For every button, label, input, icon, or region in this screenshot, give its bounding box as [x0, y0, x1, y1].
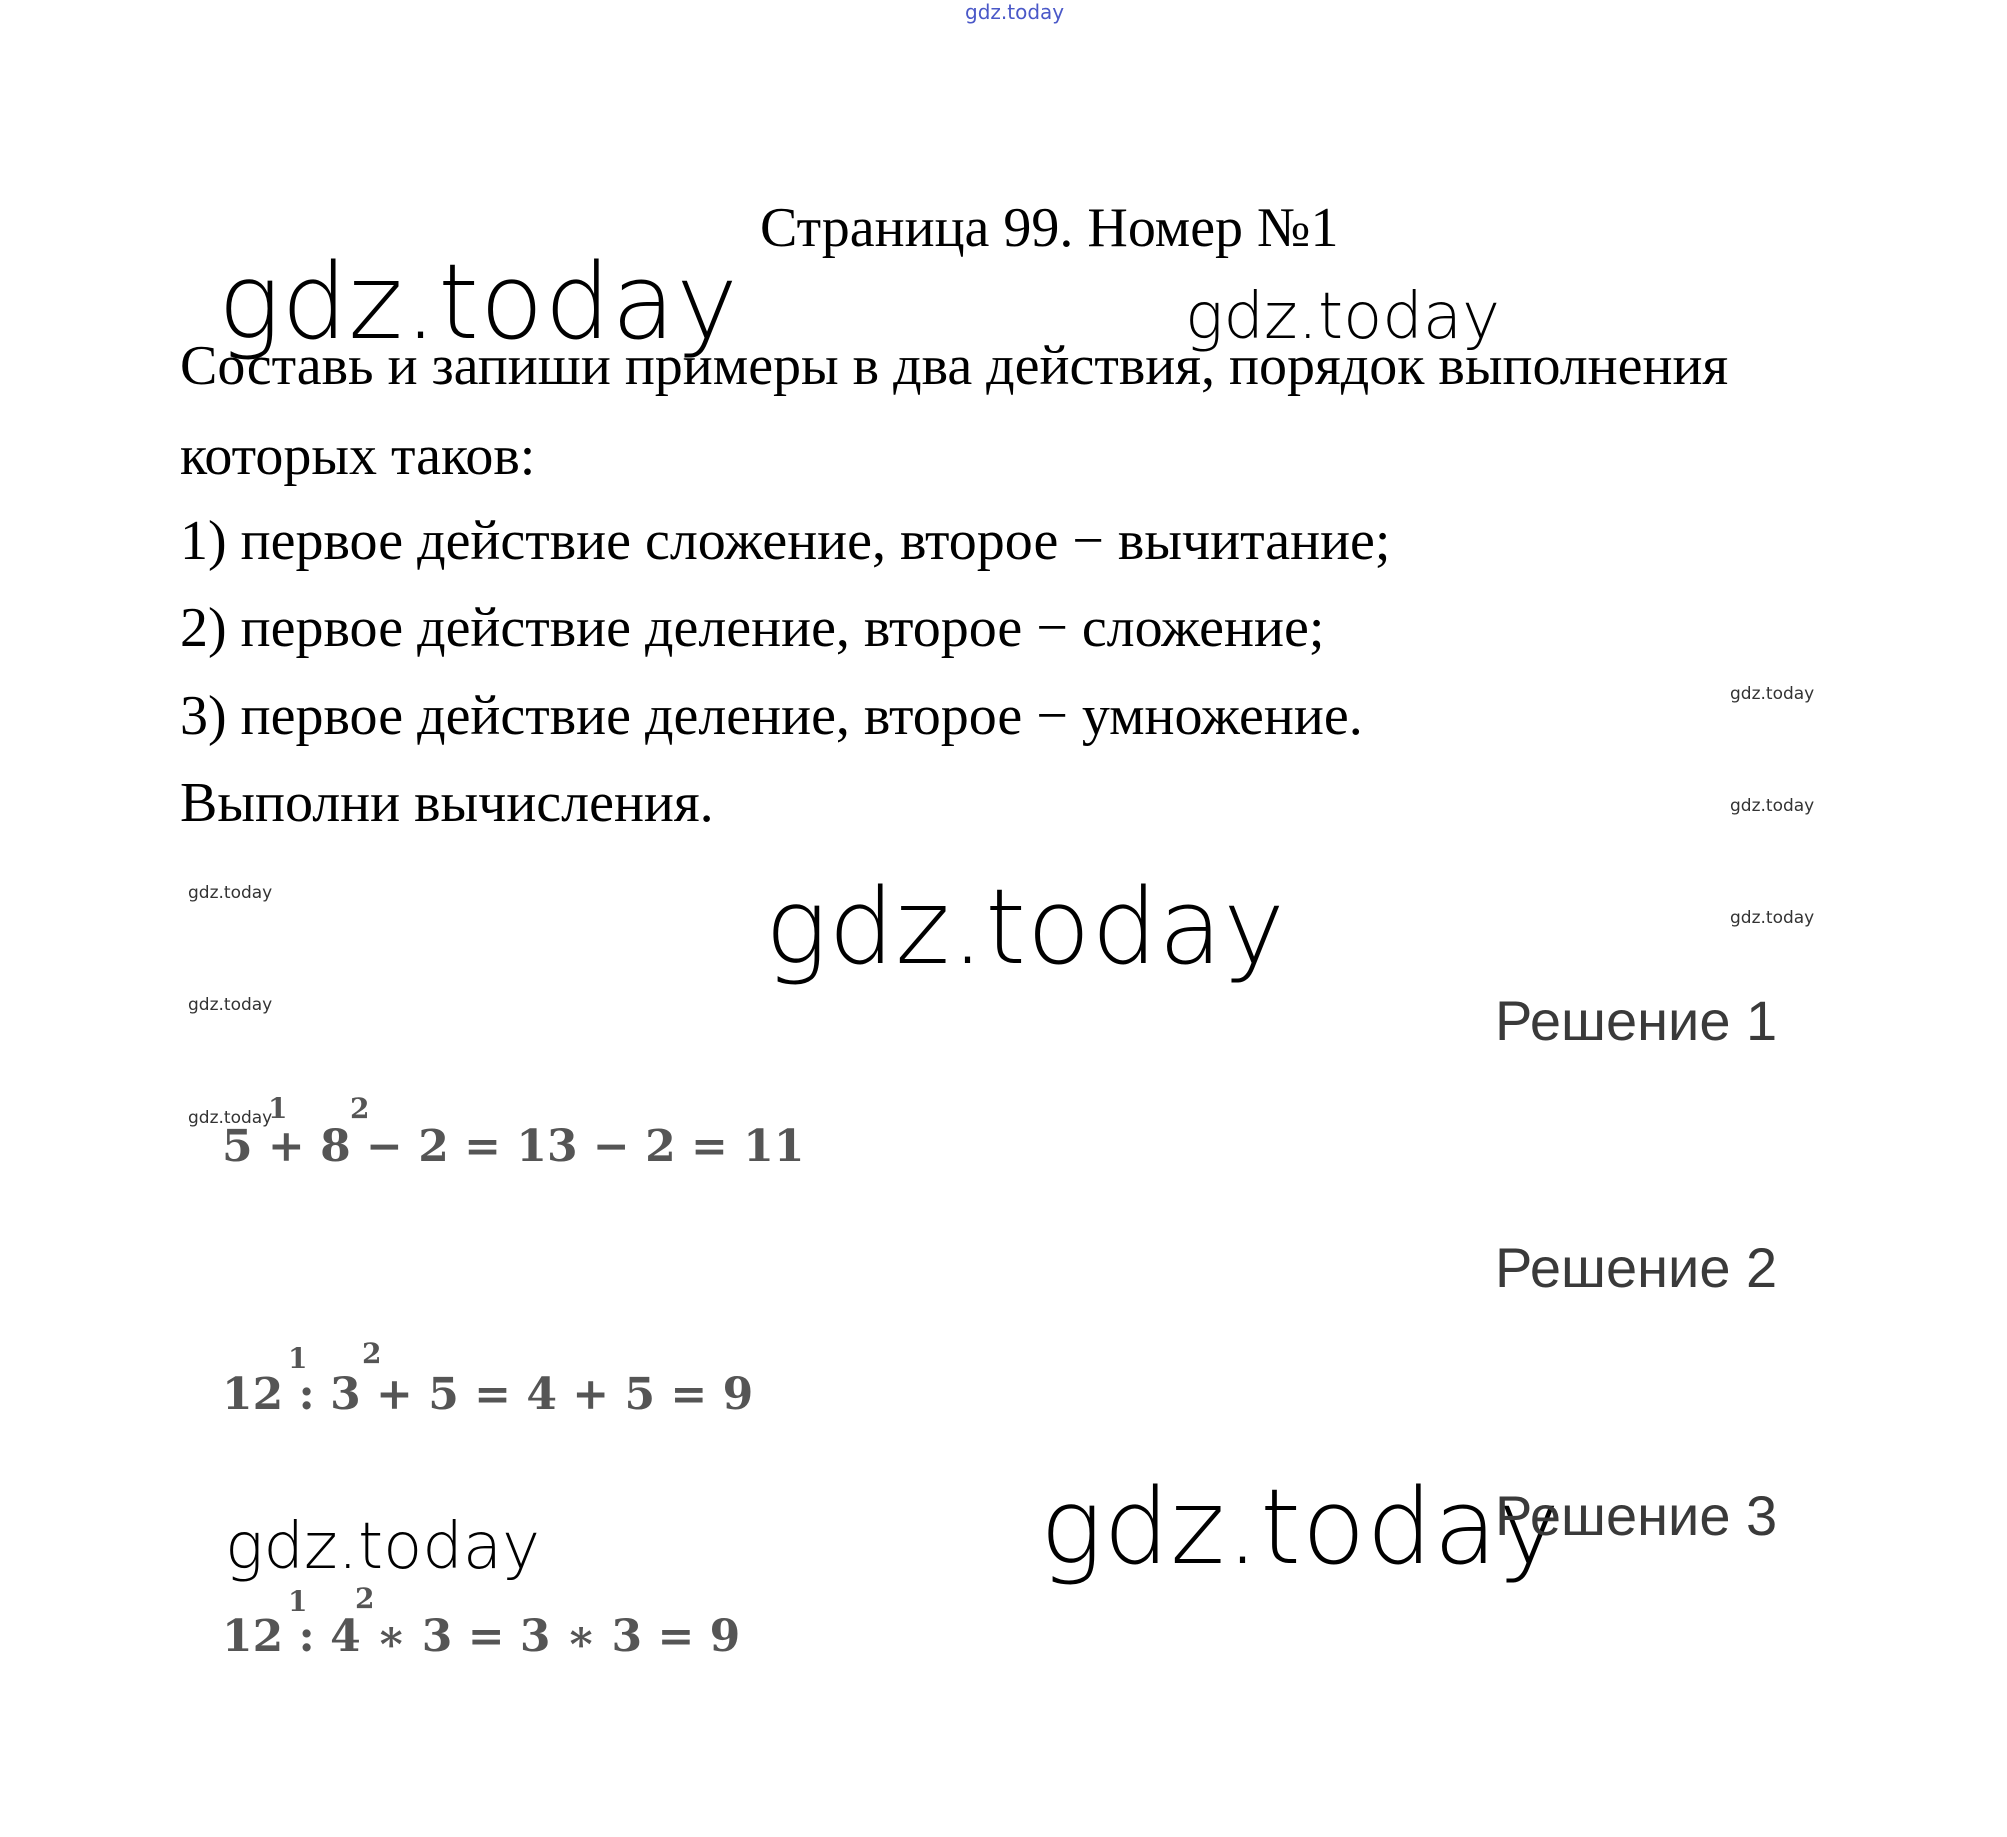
watermark-large: gdz.today [765, 866, 1286, 988]
solution-heading: Решение 3 [1495, 1484, 1778, 1547]
watermark-small: gdz.today [188, 883, 273, 903]
order-mark: 1 [288, 1585, 308, 1618]
watermark-medium: gdz.today [1185, 280, 1500, 354]
watermark-top: gdz.today [965, 0, 1065, 24]
watermark-small: gdz.today [188, 1108, 273, 1128]
watermark-small: gdz.today [1730, 796, 1815, 816]
task-line: 1) первое действие сложение, второе − вычитание; [180, 510, 1391, 572]
watermark-small: gdz.today [188, 995, 273, 1015]
solution-heading: Решение 1 [1495, 989, 1778, 1052]
solution-expression: 12 : 4 ∗ 3 = 3 ∗ 3 = 9 [222, 1611, 741, 1662]
solution-heading: Решение 2 [1495, 1236, 1778, 1299]
order-mark: 1 [288, 1342, 308, 1375]
task-line: Составь и запиши примеры в два действия, порядок выполнения [180, 335, 1729, 397]
watermark-small: gdz.today [1730, 684, 1815, 704]
watermark-large: gdz.today [1040, 1466, 1561, 1588]
watermark-medium: gdz.today [225, 1510, 540, 1584]
solution-expression: 5 + 8 − 2 = 13 − 2 = 11 [222, 1121, 805, 1172]
order-mark: 1 [268, 1092, 288, 1125]
order-mark: 2 [355, 1582, 375, 1615]
solution-expression: 12 : 3 + 5 = 4 + 5 = 9 [222, 1369, 754, 1420]
watermark-small: gdz.today [1730, 908, 1815, 928]
task-line: Выполни вычисления. [180, 772, 714, 834]
task-line: 3) первое действие деление, второе − умножение. [180, 685, 1363, 747]
page-title: Страница 99. Номер №1 [760, 197, 1339, 259]
watermark-large: gdz.today [218, 241, 739, 363]
order-mark: 2 [350, 1092, 370, 1125]
order-mark: 2 [362, 1337, 382, 1370]
task-line: 2) первое действие деление, второе − сложение; [180, 597, 1325, 659]
task-line: которых таков: [180, 425, 536, 487]
